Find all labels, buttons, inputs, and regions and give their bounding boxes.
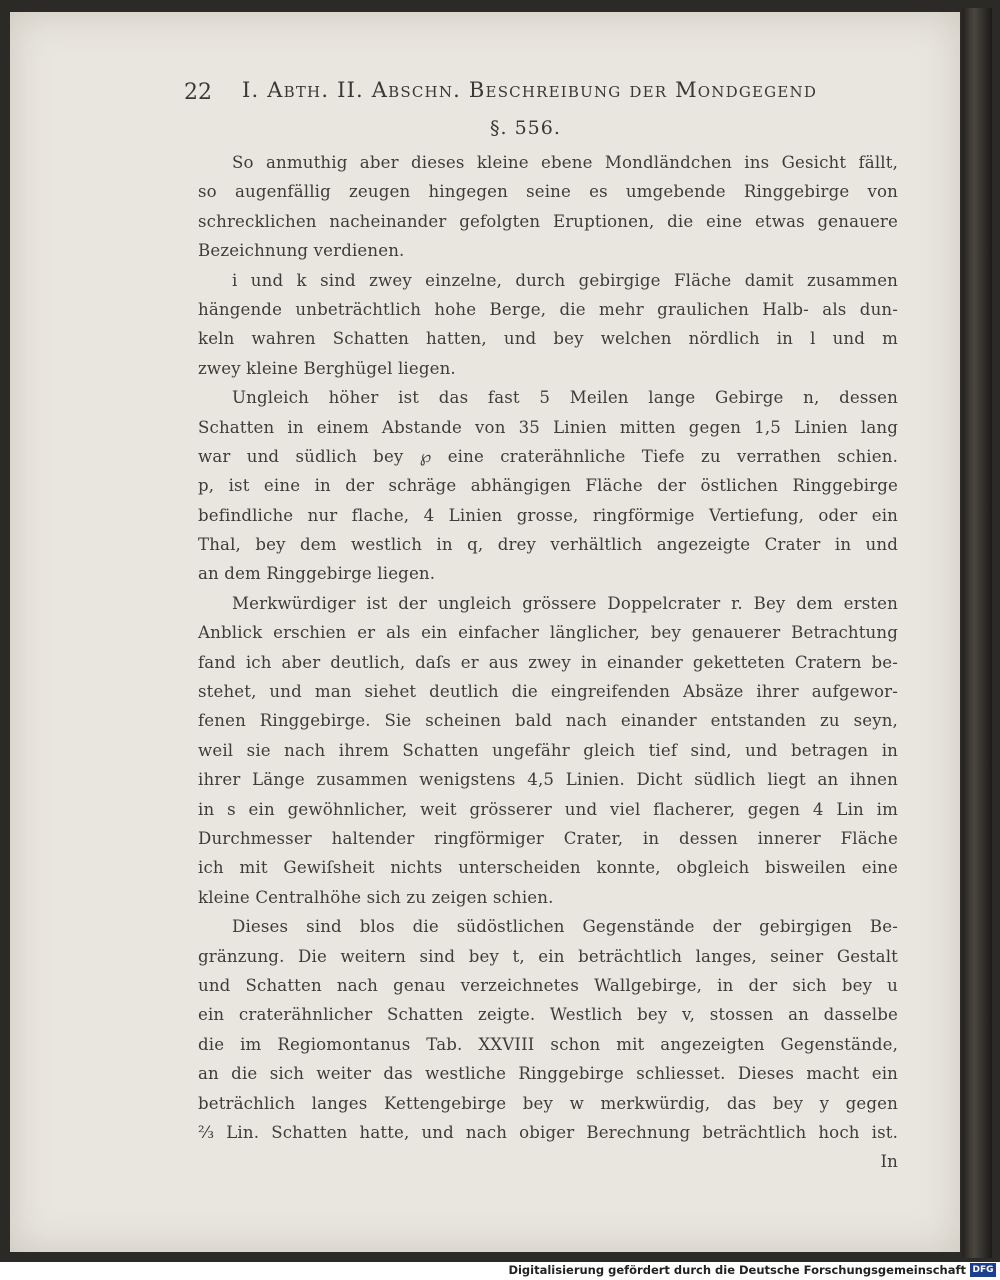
text-line: zwey kleine Berghügel liegen.	[198, 358, 456, 378]
text-line: und Schatten nach genau verzeichnetes Wallgebirge, in der sich bey u	[198, 975, 898, 995]
text-line: so augenfällig zeugen hingegen seine es umgebende Ringgebirge von	[198, 182, 898, 202]
text-line: ⅔ Lin. Schatten hatte, und nach obiger Berechnung beträchtlich hoch ist.	[198, 1122, 898, 1142]
body-text	[198, 148, 898, 1177]
section-mark: §. 556.	[490, 117, 561, 139]
footer-bar	[0, 1262, 1000, 1280]
page-header	[180, 76, 870, 106]
text-line: ihrer Länge zusammen wenigstens 4,5 Linien. Dicht südlich liegt an ihnen	[198, 770, 898, 790]
text-line: weil sie nach ihrem Schatten ungefähr gleich tief sind, und betragen in	[198, 740, 898, 760]
text-line: Thal, bey dem westlich in q, drey verhältlich angezeigte Crater in und	[198, 535, 898, 555]
dfg-logo: DFG	[970, 1263, 996, 1277]
text-line: war und südlich bey ℘ eine craterähnliche Tiefe zu verrathen schien.	[198, 446, 898, 466]
text-line: Bezeichnung verdienen.	[198, 241, 405, 261]
text-line: Ungleich höher ist das fast 5 Meilen lange Gebirge n, dessen	[232, 388, 898, 408]
book-spine	[962, 8, 992, 1258]
text-line: die im Regiomontanus Tab. XXVIII schon mit angezeigten Gegenstände,	[198, 1034, 898, 1054]
text-line: i und k sind zwey einzelne, durch gebirgige Fläche damit zusammen	[232, 270, 898, 290]
text-line: kleine Centralhöhe sich zu zeigen schien.	[198, 887, 554, 907]
text-line: hängende unbeträchtlich hohe Berge, die mehr graulichen Halb- als dun-	[198, 299, 898, 319]
page-number: 22	[184, 80, 212, 105]
text-line: Durchmesser haltender ringförmiger Crater, in dessen innerer Fläche	[198, 828, 898, 848]
text-line: ein craterähnlicher Schatten zeigte. Westlich bey v, stossen an dasselbe	[198, 1005, 898, 1025]
text-line: Dieses sind blos die südöstlichen Gegenstände der gebirgigen Be-	[232, 917, 898, 937]
running-head: I. Abth. II. Abschn. Beschreibung der Mondgegend	[242, 78, 818, 102]
catchword: In	[880, 1152, 898, 1172]
text-line: Merkwürdiger ist der ungleich grössere Doppelcrater r. Bey dem ersten	[232, 593, 898, 613]
text-line: p, ist eine in der schräge abhängigen Fläche der östlichen Ringgebirge	[198, 476, 898, 496]
text-line: ich mit Gewiſsheit nichts unterscheiden konnte, obgleich bisweilen eine	[198, 858, 898, 878]
text-line: beträchlich langes Kettengebirge bey w merkwürdig, das bey y gegen	[198, 1093, 898, 1113]
text-line: in s ein gewöhnlicher, weit grösserer und viel flacherer, gegen 4 Lin im	[198, 799, 898, 819]
text-line: Schatten in einem Abstande von 35 Linien mitten gegen 1,5 Linien lang	[198, 417, 898, 437]
text-line: So anmuthig aber dieses kleine ebene Mondländchen ins Gesicht fällt,	[232, 153, 898, 172]
text-line: schrecklichen nacheinander gefolgten Eruptionen, die eine etwas genauere	[198, 211, 898, 231]
text-line: keln wahren Schatten hatten, und bey welchen nördlich in l und m	[198, 329, 898, 349]
text-line: fenen Ringgebirge. Sie scheinen bald nach einander entstanden zu seyn,	[198, 711, 898, 731]
text-line: Anblick erschien er als ein einfacher länglicher, bey genauerer Betrachtung	[198, 623, 898, 643]
text-line: an dem Ringgebirge liegen.	[198, 564, 436, 584]
text-line: fand ich aber deutlich, daſs er aus zwey in einander geketteten Cratern be-	[198, 652, 898, 672]
text-line: an die sich weiter das westliche Ringgebirge schliesset. Dieses macht ein	[198, 1064, 898, 1084]
funding-credit: Digitalisierung gefördert durch die Deutsche Forschungsgemeinschaft	[508, 1263, 966, 1277]
text-line: stehet, und man siehet deutlich die eingreifenden Absäze ihrer aufgewor-	[198, 682, 898, 702]
text-line: gränzung. Die weitern sind bey t, ein beträchtlich langes, seiner Gestalt	[198, 946, 898, 966]
text-line: befindliche nur flache, 4 Linien grosse, ringförmige Vertiefung, oder ein	[198, 505, 898, 525]
